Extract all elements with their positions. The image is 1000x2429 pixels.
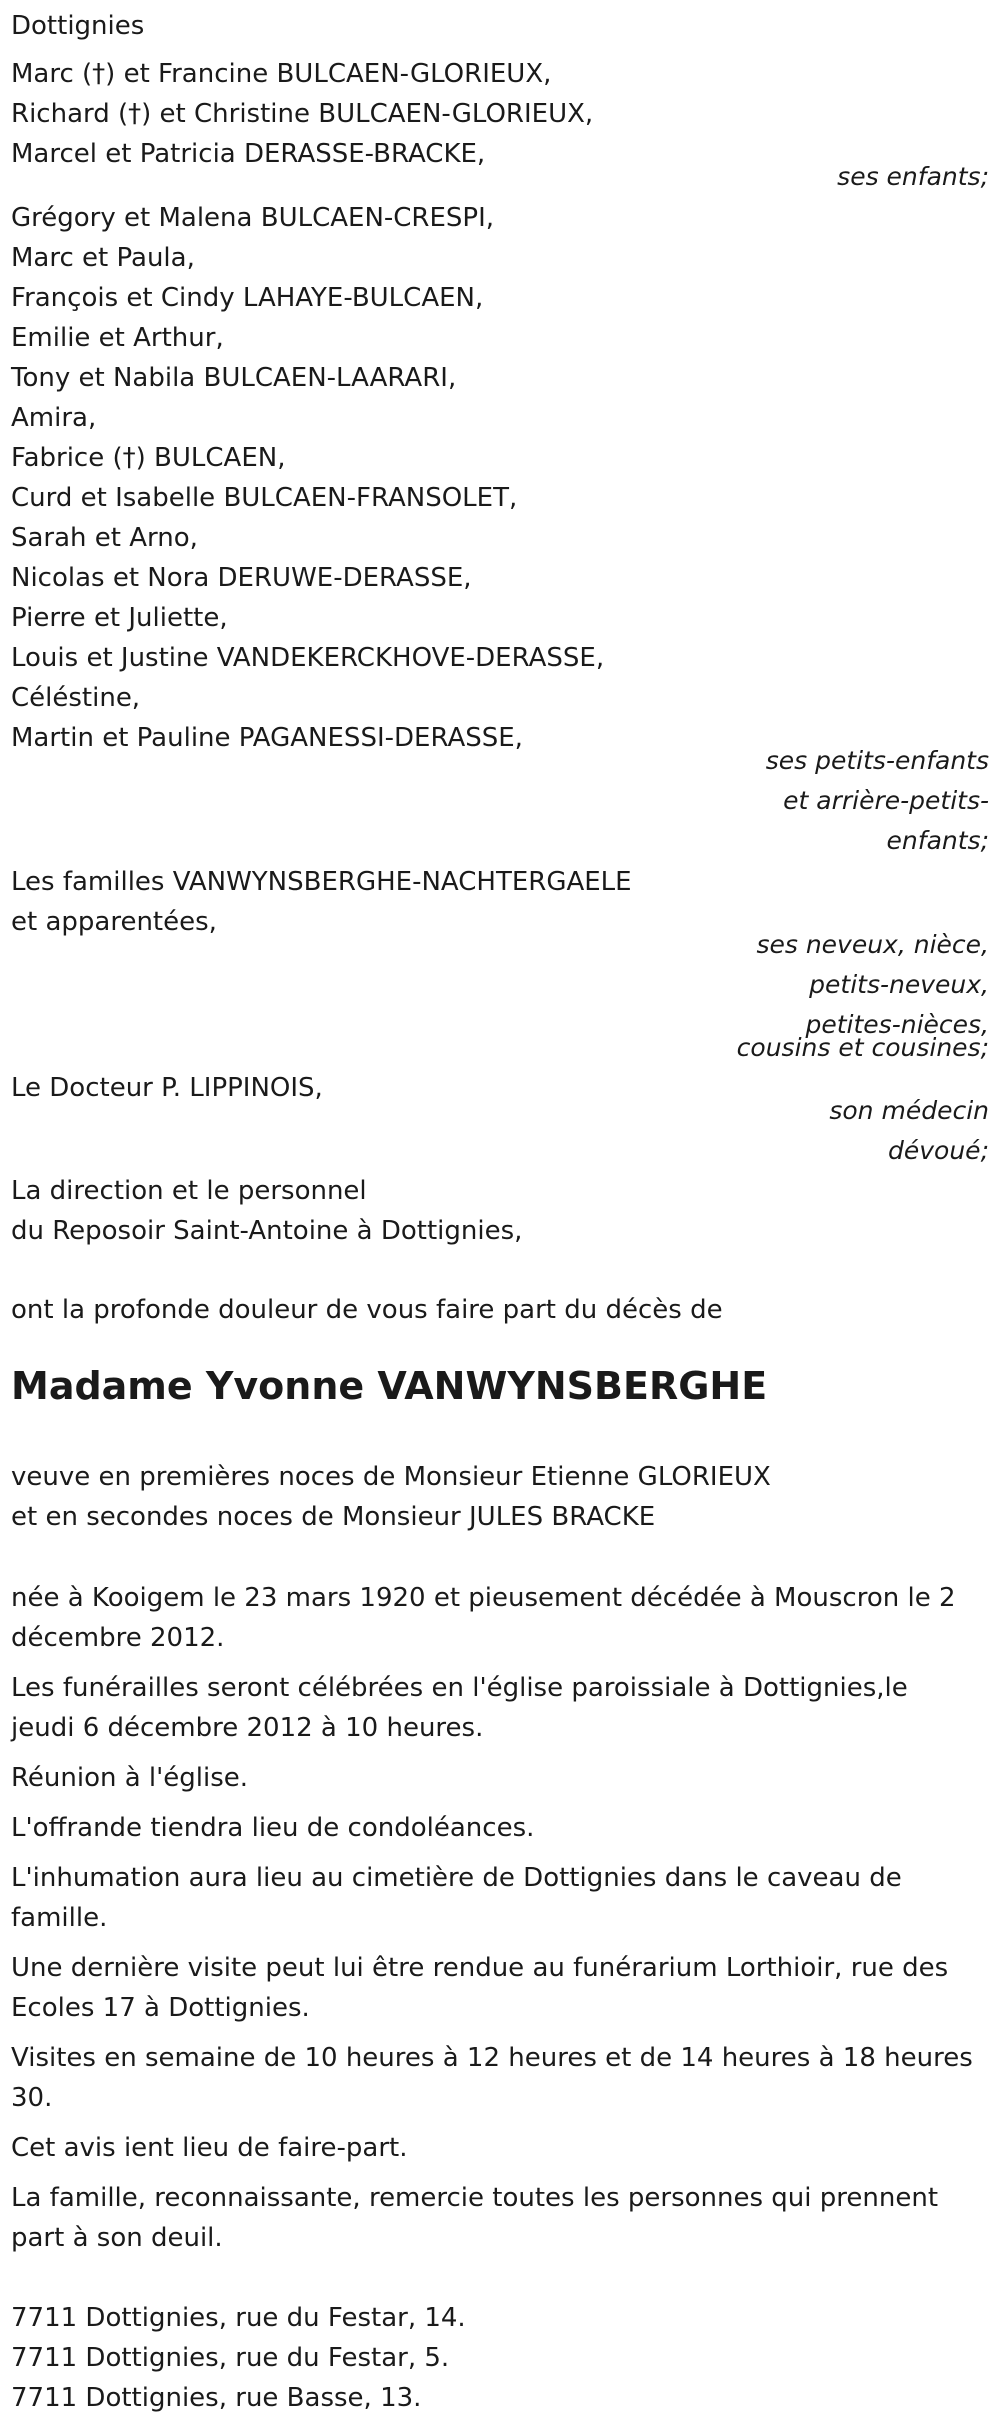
detail-thanks-line-1: La famille, reconnaissante, remercie toutes les personnes qui prennent: [11, 2183, 939, 2213]
detail-meeting: Réunion à l'église.: [11, 1763, 249, 1793]
grandchild-line-13: Céléstine,: [11, 683, 141, 713]
grandchild-line-10: Nicolas et Nora DERUWE-DERASSE,: [11, 563, 472, 593]
grandchild-line-1: Grégory et Malena BULCAEN-CRESPI,: [11, 203, 495, 233]
detail-visit-hours-line-1: Visites en semaine de 10 heures à 12 heures et de 14 heures à 18 heures: [11, 2043, 973, 2073]
grandchild-line-2: Marc et Paula,: [11, 243, 195, 273]
detail-funeral-line-2: jeudi 6 décembre 2012 à 10 heures.: [11, 1713, 484, 1743]
detail-visit-line-1: Une dernière visite peut lui être rendue au funérarium Lorthioir, rue des: [11, 1953, 949, 1983]
marriage-line-1: veuve en premières noces de Monsieur Etienne GLORIEUX: [11, 1462, 771, 1492]
location-header: Dottignies: [11, 11, 145, 41]
grandchild-line-7: Fabrice (†) BULCAEN,: [11, 443, 286, 473]
deceased-name: Madame Yvonne VANWYNSBERGHE: [11, 1364, 768, 1408]
marriage-line-2: et en secondes noces de Monsieur JULES BRACKE: [11, 1502, 656, 1532]
institution-line-1: La direction et le personnel: [11, 1176, 367, 1206]
address-line-1: 7711 Dottignies, rue du Festar, 14.: [11, 2303, 466, 2333]
grandchild-line-11: Pierre et Juliette,: [11, 603, 228, 633]
address-line-3: 7711 Dottignies, rue Basse, 13.: [11, 2383, 422, 2413]
grandchild-line-12: Louis et Justine VANDEKERCKHOVE-DERASSE,: [11, 643, 605, 673]
detail-notice: Cet avis ient lieu de faire-part.: [11, 2133, 408, 2163]
grandchild-line-9: Sarah et Arno,: [11, 523, 198, 553]
child-line-1: Marc (†) et Francine BULCAEN-GLORIEUX,: [11, 59, 552, 89]
address-line-2: 7711 Dottignies, rue du Festar, 5.: [11, 2343, 450, 2373]
families-line-1: Les familles VANWYNSBERGHE-NACHTERGAELE: [11, 867, 632, 897]
grandchild-line-4: Emilie et Arthur,: [11, 323, 224, 353]
families-role-line-2: petits-neveux,: [809, 970, 989, 999]
detail-offering: L'offrande tiendra lieu de condoléances.: [11, 1813, 535, 1843]
institution-line-2: du Reposoir Saint-Antoine à Dottignies,: [11, 1216, 523, 1246]
detail-burial-line-2: famille.: [11, 1903, 108, 1933]
grandchildren-role-line-2: et arrière-petits-: [783, 786, 989, 815]
detail-visit-hours-line-2: 30.: [11, 2083, 53, 2113]
grandchild-line-14: Martin et Pauline PAGANESSI-DERASSE,: [11, 723, 523, 753]
announcement-line: ont la profonde douleur de vous faire part du décès de: [11, 1295, 723, 1325]
detail-visit-line-2: Ecoles 17 à Dottignies.: [11, 1993, 310, 2023]
child-line-2: Richard (†) et Christine BULCAEN-GLORIEUX,: [11, 99, 594, 129]
doctor-role-line-2: dévoué;: [888, 1136, 989, 1165]
grandchild-line-5: Tony et Nabila BULCAEN-LAARARI,: [11, 363, 457, 393]
grandchildren-role-line-1: ses petits-enfants: [765, 746, 989, 775]
detail-funeral-line-1: Les funérailles seront célébrées en l'église paroissiale à Dottignies,le: [11, 1673, 908, 1703]
families-line-2: et apparentées,: [11, 907, 217, 937]
detail-burial-line-1: L'inhumation aura lieu au cimetière de Dottignies dans le caveau de: [11, 1863, 902, 1893]
detail-birth-death-line-1: née à Kooigem le 23 mars 1920 et pieusement décédée à Mouscron le 2: [11, 1583, 956, 1613]
doctor-role-line-1: son médecin: [829, 1096, 989, 1125]
families-role-line-4: cousins et cousines;: [736, 1033, 989, 1062]
detail-thanks-line-2: part à son deuil.: [11, 2223, 223, 2253]
doctor-line: Le Docteur P. LIPPINOIS,: [11, 1073, 323, 1103]
grandchild-line-3: François et Cindy LAHAYE-BULCAEN,: [11, 283, 484, 313]
families-role-line-3: petites-nièces,: [805, 1010, 989, 1039]
families-role-line-1: ses neveux, nièce,: [756, 930, 989, 959]
grandchild-line-6: Amira,: [11, 403, 97, 433]
detail-birth-death-line-2: décembre 2012.: [11, 1623, 225, 1653]
grandchild-line-8: Curd et Isabelle BULCAEN-FRANSOLET,: [11, 483, 518, 513]
children-role: ses enfants;: [837, 162, 989, 191]
grandchildren-role-line-3: enfants;: [886, 826, 989, 855]
child-line-3: Marcel et Patricia DERASSE-BRACKE,: [11, 139, 486, 169]
